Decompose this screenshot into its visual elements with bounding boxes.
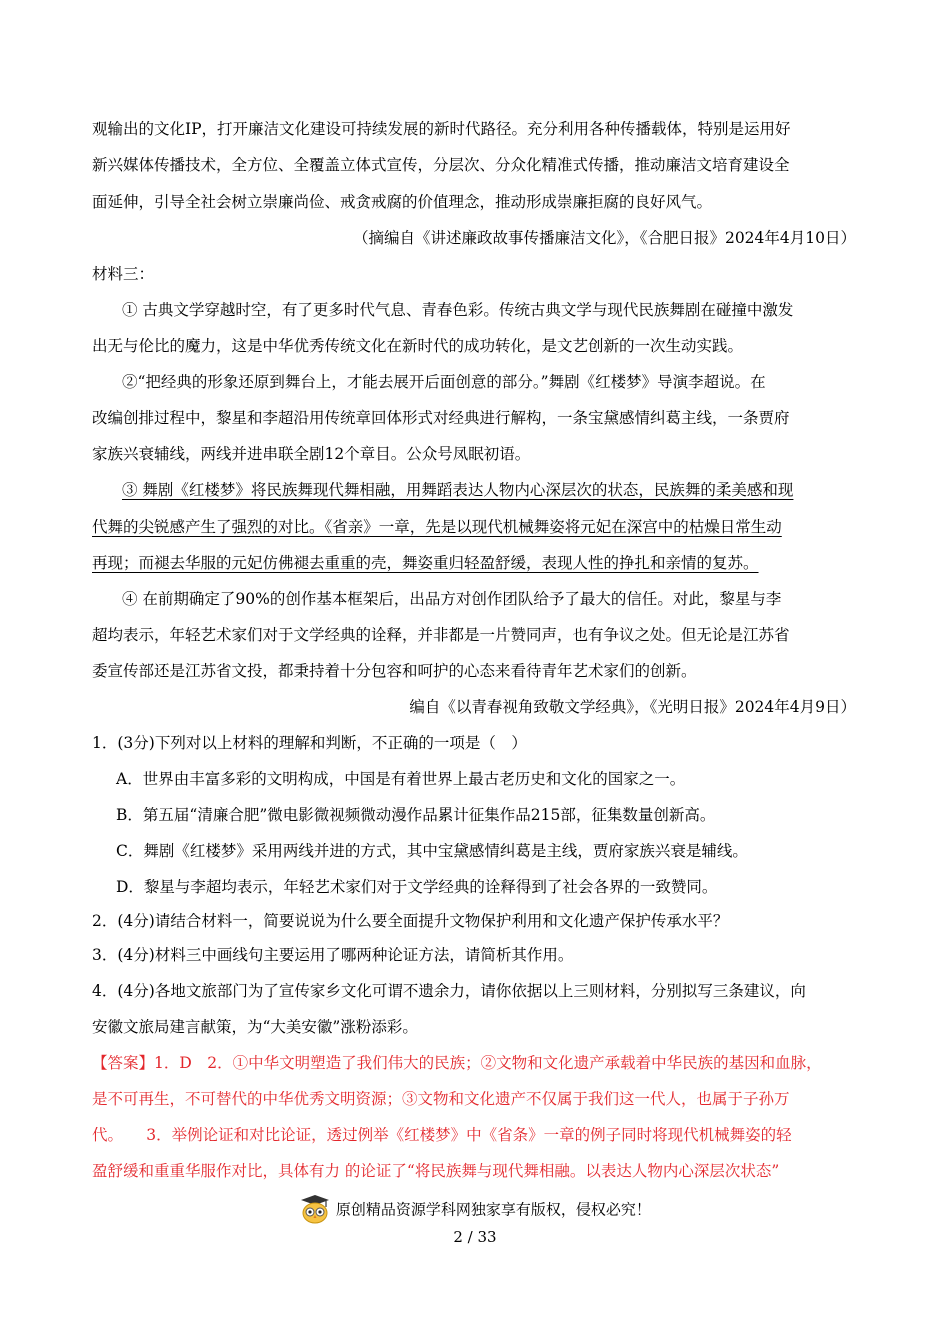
body-line: 新兴媒体传播技术，全方位、全覆盖立体式宣传，分层次、分众化精准式传播，推动廉洁文培育建设全 <box>92 156 790 174</box>
answer-line: 代。 3．举例论证和对比论证，透过例举《红楼梦》中《省条》一章的例子同时将现代机械舞姿的轻 <box>92 1126 792 1144</box>
option-a: A．世界由丰富多彩的文明构成，中国是有着世界上最古老历史和文化的国家之一。 <box>116 770 686 788</box>
answer-line: 盈舒缓和重重华服作对比，具体有力 的论证了“将民族舞与现代舞相融。以表达人物内心深层次状态” <box>92 1162 780 1180</box>
source-citation: 编自《以青春视角致敬文学经典》，《光明日报》2024年4月9日） <box>409 698 856 716</box>
underlined-line: 再现；而褪去华服的元妃仿佛褪去重重的壳，舞姿重归轻盈舒缓，表现人性的挣扎和亲情的复苏。 <box>92 554 759 572</box>
body-line: 委宣传部还是江苏省文投，都秉持着十分包容和呵护的心态来看待青年艺术家们的创新。 <box>92 662 697 680</box>
page-number: 2 / 33 <box>453 1228 497 1246</box>
question-4-cont: 安徽文旅局建言献策，为“大美安徽”涨粉添彩。 <box>92 1018 418 1036</box>
body-line: 超均表示，年轻艺术家们对于文学经典的诠释，并非都是一片赞同声，也有争议之处。但无论是江苏省 <box>92 626 790 644</box>
option-d: D．黎星与李超均表示，年轻艺术家们对于文学经典的诠释得到了社会各界的一致赞同。 <box>116 878 718 896</box>
body-line: 家族兴衰辅线，两线并进串联全剧12个章目。公众号凤眠初语。 <box>92 445 531 463</box>
footer <box>0 1194 950 1224</box>
question-2: 2．(4分)请结合材料一，简要说说为什么要全面提升文物保护利用和文化遗产保护传承水平？ <box>92 912 729 930</box>
body-line: 面延伸，引导全社会树立崇廉尚俭、戒贪戒腐的价值理念，推动形成崇廉拒腐的良好风气。 <box>92 193 713 211</box>
underlined-line: ③ 舞剧《红楼梦》将民族舞现代舞相融，用舞蹈表达人物内心深层次的状态，民族舞的柔美感和现 <box>122 481 794 499</box>
body-line: 改编创排过程中，黎星和李超沿用传统章回体形式对经典进行解构，一条宝黛感情纠葛主线，一条贾府 <box>92 409 790 427</box>
footer-text: 原创精品资源学科网独家享有版权，侵权必究！ <box>335 1200 651 1219</box>
option-b: B．第五届“清廉合肥”微电影微视频微动漫作品累计征集作品215部，征集数量创新高。 <box>116 806 716 824</box>
body-line: ②“把经典的形象还原到舞台上，才能去展开后面创意的部分。”舞剧《红楼梦》导演李超说。在 <box>122 373 766 391</box>
underlined-line: 代舞的尖锐感产生了强烈的对比。《省亲》一章，先是以现代机械舞姿将元妃在深宫中的枯燥日常生动 <box>92 518 782 536</box>
source-citation: （摘编自《讲述廉政故事传播廉洁文化》，《合肥日报》2024年4月10日） <box>352 229 856 247</box>
owl-graduate-icon <box>299 1194 331 1224</box>
body-line: 观输出的文化IP，打开廉洁文化建设可持续发展的新时代路径。充分利用各种传播载体，特别是运用好 <box>92 120 791 138</box>
answer-line: 是不可再生，不可替代的中华优秀文明资源；③文物和文化遗产不仅属于我们这一代人，也属于子孙万 <box>92 1090 790 1108</box>
section-heading: 材料三： <box>92 265 155 283</box>
question-3: 3．(4分)材料三中画线句主要运用了哪两种论证方法，请简析其作用。 <box>92 946 574 964</box>
body-line: ④ 在前期确定了90%的创作基本框架后，出品方对创作团队给予了最大的信任。对此，黎星与李 <box>122 590 782 608</box>
body-line: ① 古典文学穿越时空，有了更多时代气息、青春色彩。传统古典文学与现代民族舞剧在碰撞中激发 <box>122 301 794 319</box>
answer-line: 【答案】1．D 2．①中华文明塑造了我们伟大的民族；②文物和文化遗产承载着中华民族的基因和血脉， <box>92 1054 822 1072</box>
question-4: 4．(4分)各地文旅部门为了宣传家乡文化可谓不遗余力，请你依据以上三则材料，分别拟写三条建议，向 <box>92 982 806 1000</box>
option-c: C．舞剧《红楼梦》采用两线并进的方式，其中宝黛感情纠葛是主线，贾府家族兴衰是辅线。 <box>116 842 748 860</box>
question-1: 1．(3分)下列对以上材料的理解和判断，不正确的一项是（ ） <box>92 734 527 752</box>
body-line: 出无与伦比的魔力，这是中华优秀传统文化在新时代的成功转化，是文艺创新的一次生动实践。 <box>92 337 744 355</box>
